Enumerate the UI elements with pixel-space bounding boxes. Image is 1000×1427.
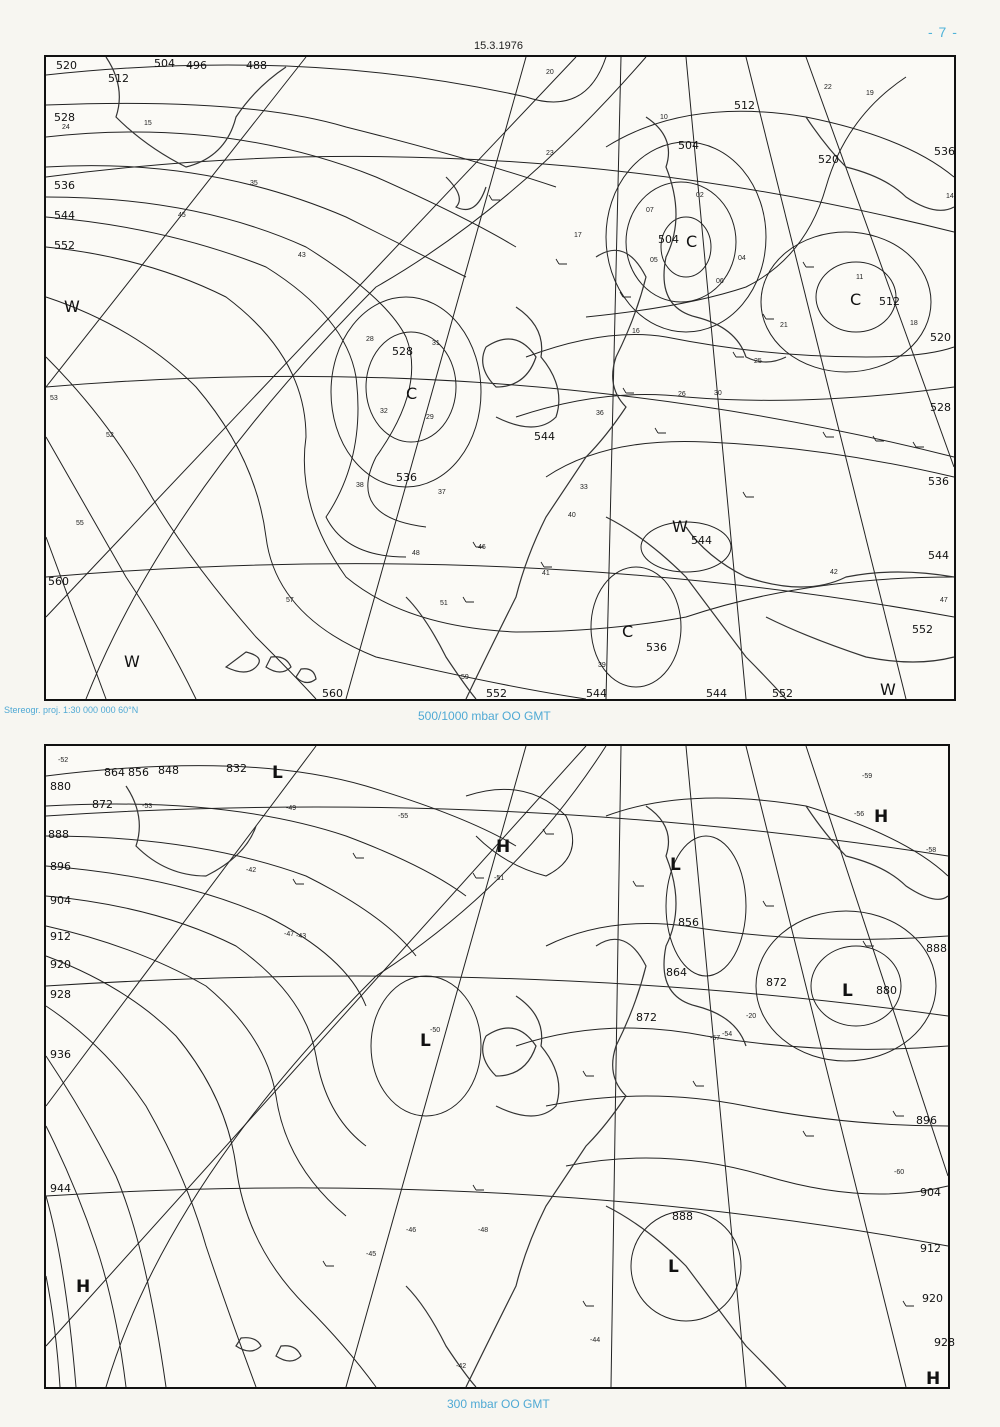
station-obs: 22 (824, 84, 832, 91)
contour-label: 880 (50, 780, 71, 793)
station-obs: -46 (406, 1227, 417, 1234)
contour-label: 512 (108, 72, 129, 85)
contour-label: 896 (916, 1114, 937, 1127)
station-obs: -51 (494, 875, 505, 882)
low-center-c: C (622, 622, 634, 641)
warm-center-w: W (672, 517, 688, 536)
contour-label: 544 (928, 549, 949, 562)
station-obs: 26 (678, 391, 686, 398)
contour-label: 848 (158, 764, 179, 777)
contour-label: 552 (486, 687, 507, 700)
station-obs: 23 (546, 150, 554, 157)
map-500-1000-svg (46, 57, 954, 699)
caption-300-mbar: 300 mbar OO GMT (447, 1397, 550, 1411)
station-obs: 51 (440, 600, 448, 607)
contour-label: 544 (534, 430, 555, 443)
station-obs: 06 (716, 278, 724, 285)
contour-label: 544 (691, 534, 712, 547)
low-center-l: L (668, 1257, 679, 1277)
station-obs: 40 (568, 512, 576, 519)
contour-label: 544 (586, 687, 607, 700)
contour-label: 496 (186, 59, 207, 72)
low-center-l: L (272, 763, 283, 783)
station-obs: -50 (430, 1027, 441, 1034)
contour-label: 904 (920, 1186, 941, 1199)
contour-label: 904 (50, 894, 71, 907)
station-obs: 47 (940, 597, 948, 604)
low-center-l: L (420, 1031, 431, 1051)
contour-label: 864 (104, 766, 125, 779)
contour-label: 536 (646, 641, 667, 654)
contour-label: 520 (818, 153, 839, 166)
latitude-line (46, 156, 954, 232)
station-obs: 59 (461, 674, 469, 681)
station-obs: 29 (426, 414, 434, 421)
station-obs: 39 (598, 662, 606, 669)
station-obs: 38 (356, 482, 364, 489)
station-obs: -52 (58, 757, 69, 764)
station-obs: 05 (650, 257, 658, 264)
station-obs: 31 (432, 340, 440, 347)
station-obs: 52 (106, 432, 114, 439)
contour-label: 856 (128, 766, 149, 779)
contour-label: 536 (928, 475, 949, 488)
station-obs: 43 (298, 252, 306, 259)
contour-label: 512 (734, 99, 755, 112)
contour-label: 880 (876, 984, 897, 997)
contour-label: 536 (934, 145, 955, 158)
station-obs: 25 (754, 358, 762, 365)
contour-label: 944 (50, 1182, 71, 1195)
station-obs: 14 (946, 193, 954, 200)
station-obs: 02 (696, 192, 704, 199)
warm-center-w: W (880, 680, 896, 699)
station-obs: 21 (780, 322, 788, 329)
contour-label: 872 (766, 976, 787, 989)
station-obs: -43 (296, 933, 307, 940)
page-number: - 7 - (928, 24, 958, 40)
station-obs: 46 (478, 544, 486, 551)
contour-label: 544 (54, 209, 75, 222)
station-obs: 32 (380, 408, 388, 415)
map-300-mbar (44, 744, 955, 1389)
station-obs: 16 (632, 328, 640, 335)
station-obs: 07 (646, 207, 654, 214)
contour-label: 512 (879, 295, 900, 308)
station-obs: -59 (862, 773, 873, 780)
station-obs: 10 (660, 114, 668, 121)
contour-label: 544 (706, 687, 727, 700)
station-obs: 42 (830, 569, 838, 576)
contour-label: 872 (92, 798, 113, 811)
contour-label: 504 (154, 57, 175, 70)
station-obs: -45 (366, 1251, 377, 1258)
station-obs: -60 (894, 1169, 905, 1176)
caption-500-1000: 500/1000 mbar OO GMT (418, 709, 551, 723)
contour-label: 896 (50, 860, 71, 873)
station-obs: 53 (50, 395, 58, 402)
warm-center-w: W (124, 652, 140, 671)
low-center-l: L (842, 981, 853, 1001)
contour-label: 864 (666, 966, 687, 979)
contour-label: 560 (322, 687, 343, 700)
station-obs: -42 (246, 867, 257, 874)
low-center-c: C (686, 232, 698, 251)
station-obs: -44 (590, 1337, 601, 1344)
station-obs: 19 (866, 90, 874, 97)
station-obs: 30 (714, 390, 722, 397)
contour-label: 528 (54, 111, 75, 124)
low-center-c: C (850, 290, 862, 309)
contour-label: 552 (912, 623, 933, 636)
contour-label: 928 (50, 988, 71, 1001)
contour-label: 872 (636, 1011, 657, 1024)
contour-label: 488 (246, 59, 267, 72)
station-obs: -47 (284, 931, 295, 938)
warm-center-w: W (64, 297, 80, 316)
contour-label: 560 (48, 575, 69, 588)
contour-label: 888 (672, 1210, 693, 1223)
station-obs: -56 (854, 811, 865, 818)
station-obs: 18 (910, 320, 918, 327)
station-obs: 17 (574, 232, 582, 239)
station-obs: 48 (412, 550, 420, 557)
contour-label: 920 (50, 958, 71, 971)
projection-note: Stereogr. proj. 1:30 000 000 60°N (4, 705, 139, 715)
contour-label: 528 (930, 401, 951, 414)
station-obs: 36 (596, 410, 604, 417)
contour-label: 528 (392, 345, 413, 358)
contour-label: 536 (54, 179, 75, 192)
station-obs: -53 (142, 803, 153, 810)
station-obs: -57 (710, 1035, 721, 1042)
contour-label: 888 (926, 942, 947, 955)
station-obs: 20 (546, 69, 554, 76)
contour-label: 832 (226, 762, 247, 775)
contour-label: 856 (678, 916, 699, 929)
station-obs: 24 (62, 124, 70, 131)
station-obs: 37 (438, 489, 446, 496)
contour-label: 504 (678, 139, 699, 152)
contour-label: 520 (930, 331, 951, 344)
station-obs: -42 (456, 1363, 467, 1370)
station-obs: 33 (580, 484, 588, 491)
station-obs: 11 (856, 274, 864, 281)
station-obs: -58 (926, 847, 937, 854)
contour-label: 912 (920, 1242, 941, 1255)
station-obs: -20 (746, 1013, 757, 1020)
high-center-h: H (496, 837, 511, 857)
high-center-h: H (926, 1369, 941, 1389)
contour-label: 552 (54, 239, 75, 252)
contour-label: 888 (48, 828, 69, 841)
station-obs: 57 (286, 597, 294, 604)
low-center-c: C (406, 384, 418, 403)
station-obs: 15 (144, 120, 152, 127)
contour-label: 536 (396, 471, 417, 484)
contour-label: 912 (50, 930, 71, 943)
high-center-h: H (874, 807, 889, 827)
station-obs: 45 (178, 212, 186, 219)
station-obs: -54 (722, 1031, 733, 1038)
station-obs: -49 (286, 805, 297, 812)
station-obs: 41 (542, 570, 550, 577)
map-500-1000-mbar (44, 55, 956, 701)
contour-label: 928 (934, 1336, 955, 1349)
station-obs: 28 (366, 336, 374, 343)
contour-label: 936 (50, 1048, 71, 1061)
station-obs: 04 (738, 255, 746, 262)
station-obs: 55 (76, 520, 84, 527)
contour-label: 920 (922, 1292, 943, 1305)
high-center-h: H (76, 1277, 91, 1297)
contour-label: 552 (772, 687, 793, 700)
contour-label: 504 (658, 233, 679, 246)
low-center-l: L (670, 855, 681, 875)
station-obs: -48 (478, 1227, 489, 1234)
station-obs: -55 (398, 813, 409, 820)
contour-label: 520 (56, 59, 77, 72)
station-obs: 35 (250, 180, 258, 187)
map-300-svg (46, 746, 955, 1389)
chart-date: 15.3.1976 (474, 40, 523, 52)
